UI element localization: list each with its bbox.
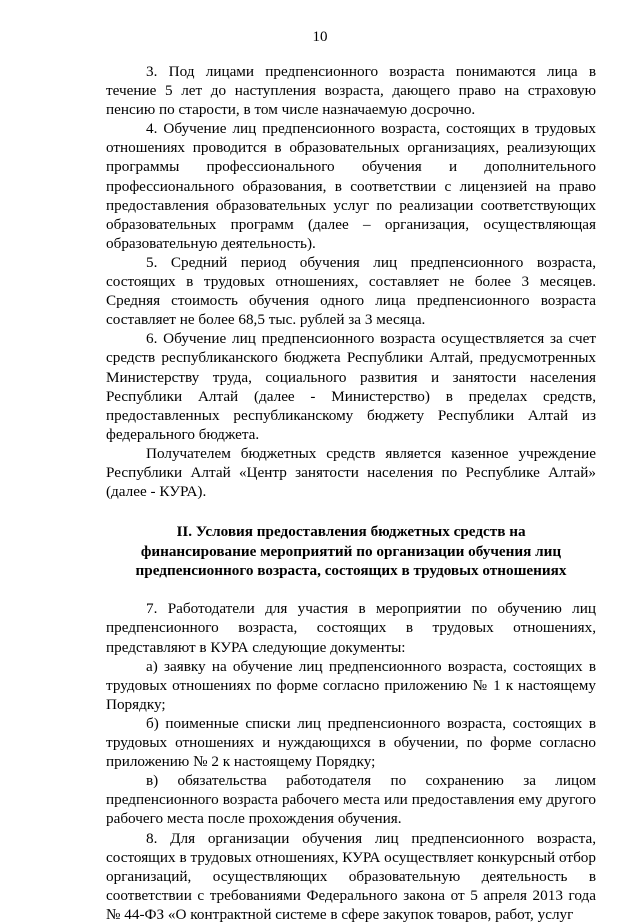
paragraph-3: 3. Под лицами предпенсионного возраста понимаются лица в течение 5 лет до наступления возраста, дающего право на страховую пенсию по старости, в том числе назначаемую досрочно. bbox=[106, 63, 596, 119]
paragraph-6: 6. Обучение лиц предпенсионного возраста осуществляется за счет средств республиканского бюджета Республики Алтай, предусмотренных Министерству труда, социального развития и занятости населения Республики Алтай (далее - Министерство) в пределах средств, предоставленных республиканскому бюджету Республики Алтай из федерального бюджета. bbox=[106, 330, 596, 443]
page-number: 10 bbox=[312, 29, 328, 45]
paragraph-7a: а) заявку на обучение лиц предпенсионного возраста, состоящих в трудовых отношениях по форме согласно приложению № 1 к настоящему Порядку; bbox=[106, 657, 596, 713]
document-body bbox=[106, 62, 596, 924]
section-heading-line-1: II. Условия предоставления бюджетных средств на bbox=[176, 523, 526, 541]
paragraph-7c: в) обязательства работодателя по сохранению за лицом предпенсионного возраста рабочего места или предоставления ему другого рабочего места после прохождения обучения. bbox=[106, 772, 596, 828]
paragraph-7: 7. Работодатели для участия в мероприятии по обучению лиц предпенсионного возраста, состоящих в трудовых отношениях, представляют в КУРА следующие документы: bbox=[106, 600, 596, 656]
paragraph-4: 4. Обучение лиц предпенсионного возраста, состоящих в трудовых отношениях проводится в образовательных организациях, реализующих программы профессионального обучения и дополнительного профессионального образования, в соответствии с лицензией на право предоставления образовательных услуг по реализации соответствующих образовательных программ (далее – организация, осуществляющая образовательную деятельность). bbox=[106, 120, 596, 252]
section-heading-line-2: финансирование мероприятий по организации обучения лиц bbox=[140, 542, 562, 560]
paragraph-8: 8. Для организации обучения лиц предпенсионного возраста, состоящих в трудовых отношениях, КУРА осуществляет конкурсный отбор организаций, осуществляющих образовательную деятельность в соответствии с требованиями Федерального закона от 5 апреля 2013 года № 44-ФЗ «О контрактной системе в сфере закупок товаров, работ, услуг bbox=[106, 829, 596, 923]
section-heading-line-3: предпенсионного возраста, состоящих в трудовых отношениях bbox=[135, 561, 567, 579]
paragraph-7b: б) поименные списки лиц предпенсионного возраста, состоящих в трудовых отношениях и нуждающихся в обучении, по форме согласно приложению № 2 к настоящему Порядку; bbox=[106, 714, 596, 771]
section-heading bbox=[106, 522, 596, 580]
paragraph-recipient: Получателем бюджетных средств является казенное учреждение Республики Алтай «Центр занятости населения по Республике Алтай» (далее - КУРА). bbox=[106, 444, 596, 501]
paragraph-5: 5. Средний период обучения лиц предпенсионного возраста, состоящих в трудовых отношениях, составляет не более 3 месяцев. Средняя стоимость обучения одного лица предпенсионного возраста составляет не более 68,5 тыс. рублей за 3 месяца. bbox=[106, 253, 596, 329]
